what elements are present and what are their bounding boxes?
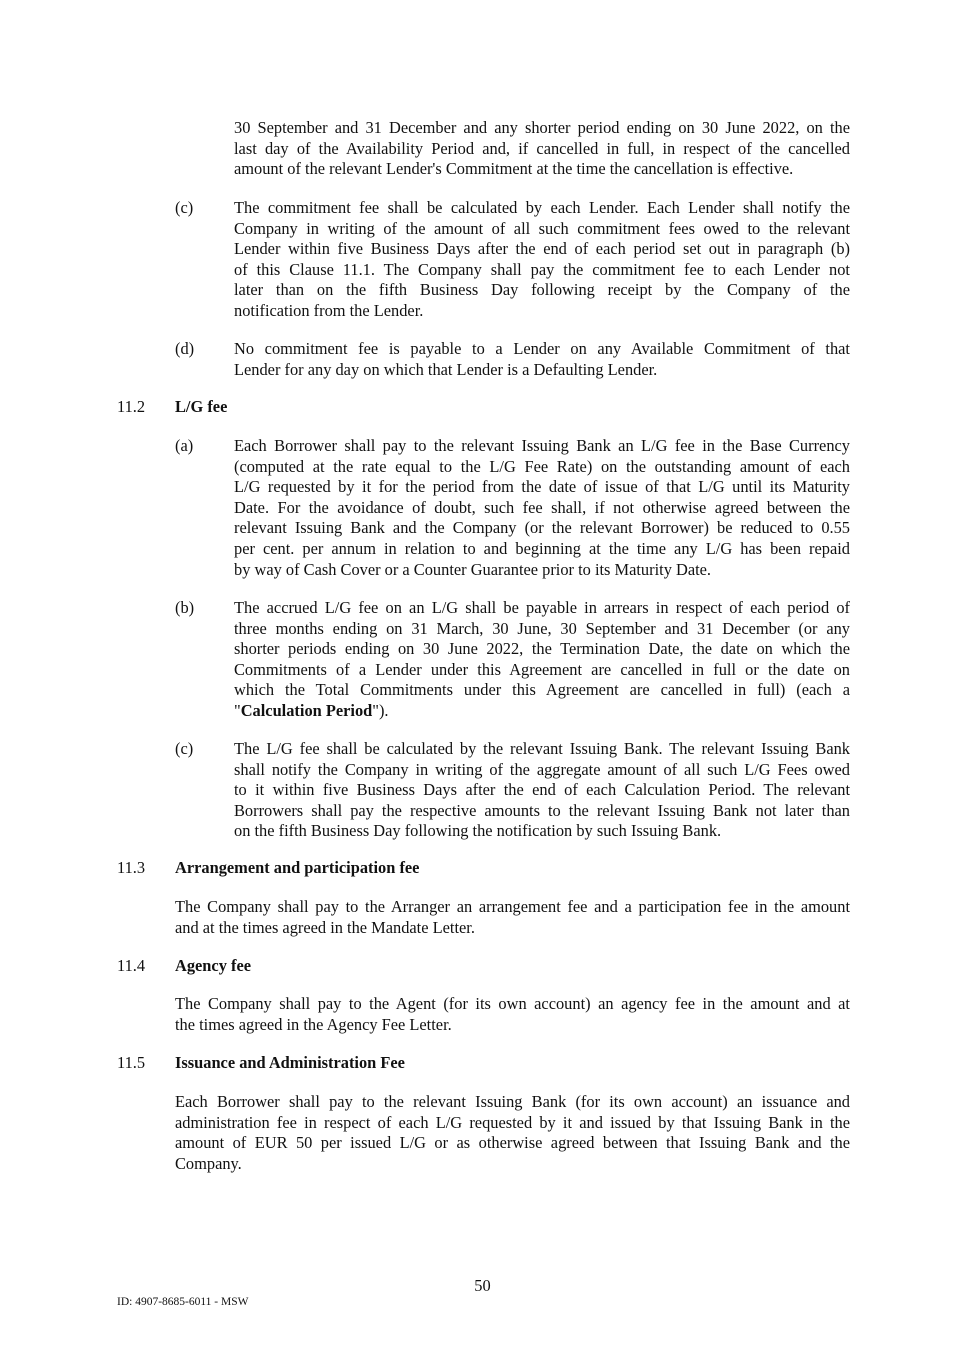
quote-close: "). (372, 700, 389, 720)
text-line: per cent. per annum in relation to and beginning at the time any L/G has been repaid (234, 538, 850, 558)
text-line: The Company shall pay to the Agent (for its own account) an agency fee in the amount and at (175, 994, 850, 1013)
clause-number: 11.4 (117, 956, 146, 975)
clause-11-2-b-text (234, 598, 850, 722)
clause-11-4-text (175, 994, 850, 1035)
quote-open: " (234, 700, 241, 720)
text-line: Each Borrower shall pay to the relevant Issuing Bank an L/G fee in the Base Currency (234, 436, 850, 455)
text-line: Each Borrower shall pay to the relevant Issuing Bank (for its own account) an issuance and (175, 1092, 850, 1111)
clause-11-2-c-text (234, 739, 850, 842)
clause-number: 11.3 (117, 858, 146, 877)
text-line: The Company shall pay to the Arranger an arrangement fee and a participation fee in the amount (175, 897, 850, 916)
clause-11-3-text (175, 897, 850, 938)
text-line: Date. For the avoidance of doubt, such fee shall, if not otherwise agreed between the (234, 497, 850, 517)
text-line: The commitment fee shall be calculated by each Lender. Each Lender shall notify the (234, 198, 850, 217)
text-line: three months ending on 31 March, 30 June, 30 September and 31 December (or any (234, 618, 850, 638)
clause-number: 11.2 (117, 397, 146, 416)
paragraph-label: (a) (175, 436, 194, 455)
text-line: Lender within five Business Days after the end of each period set out in paragraph (b) (234, 239, 850, 259)
text-line: 30 September and 31 December and any shorter period ending on 30 June 2022, on the (234, 118, 850, 137)
clause-11-1-b-continuation (234, 118, 850, 180)
clause-number: 11.5 (117, 1053, 146, 1072)
text-line: on the fifth Business Day following the notification by such Issuing Bank. (234, 821, 722, 841)
text-line: No commitment fee is payable to a Lender on any Available Commitment of that (234, 339, 850, 358)
clause-11-2-a-text (234, 436, 850, 580)
text-line: of this Clause 11.1. The Company shall pay the commitment fee to each Lender not (234, 259, 850, 279)
page-number: 50 (474, 1276, 491, 1295)
text-line: relevant Issuing Bank and the Company (or the relevant Borrower) be reduced to 0.55 (234, 518, 850, 538)
text-line: shall notify the Company in writing of the aggregate amount of all such L/G Fees owed (234, 759, 850, 779)
clause-heading: Agency fee (175, 956, 251, 975)
paragraph-label: (c) (175, 198, 194, 217)
text-line: which the Total Commitments under this Agreement are cancelled in full) (each a (234, 680, 850, 700)
text-line: last day of the Availability Period and, if cancelled in full, in respect of the cancelled (234, 138, 850, 158)
text-line: (computed at the rate equal to the L/G Fee Rate) on the outstanding amount of each (234, 456, 850, 476)
text-line: The accrued L/G fee on an L/G shall be payable in arrears in respect of each period of (234, 598, 850, 617)
clause-11-5-text (175, 1092, 850, 1174)
text-line: L/G requested by it for the period from the date of issue of that L/G until its Maturity (234, 477, 850, 497)
text-line: administration fee in respect of each L/G requested by it and issued by that Issuing Bank in the (175, 1112, 850, 1132)
text-line: Lender for any day on which that Lender is a Defaulting Lender. (234, 359, 658, 379)
text-line (234, 701, 850, 722)
text-line: to it within five Business Days after the end of each Calculation Period. The relevant (234, 780, 850, 800)
text-line: by way of Cash Cover or a Counter Guarantee prior to its Maturity Date. (234, 559, 712, 579)
text-line: Commitments of a Lender under this Agreement are cancelled in full or the date on (234, 659, 850, 679)
defined-term: Calculation Period (240, 700, 373, 720)
document-id: ID: 4907-8685-6011 - MSW (117, 1296, 249, 1308)
text-line: and at the times agreed in the Mandate Letter. (175, 917, 475, 937)
paragraph-label: (c) (175, 739, 194, 758)
text-line: shorter periods ending on 30 June 2022, the Termination Date, the date on which the (234, 639, 850, 659)
clause-heading: Issuance and Administration Fee (175, 1053, 405, 1072)
text-line: amount of EUR 50 per issued L/G or as otherwise agreed between that Issuing Bank and the (175, 1133, 850, 1153)
clause-11-1-c-text (234, 198, 850, 322)
paragraph-label: (d) (175, 339, 195, 358)
text-line: The L/G fee shall be calculated by the relevant Issuing Bank. The relevant Issuing Bank (234, 739, 850, 758)
text-line: Borrowers shall pay the respective amounts to the relevant Issuing Bank not later than (234, 800, 850, 820)
paragraph-label: (b) (175, 598, 195, 617)
text-line: the times agreed in the Agency Fee Letter. (175, 1014, 452, 1034)
text-line: Company in writing of the amount of all such commitment fees owed to the relevant (234, 218, 850, 238)
text-line: amount of the relevant Lender's Commitment at the time the cancellation is effective. (234, 159, 794, 179)
clause-11-1-d-text (234, 339, 850, 380)
text-line: Company. (175, 1153, 242, 1173)
clause-heading: L/G fee (175, 397, 228, 416)
clause-heading: Arrangement and participation fee (175, 858, 420, 877)
text-line: notification from the Lender. (234, 300, 424, 320)
text-line: later than on the fifth Business Day following receipt by the Company of the (234, 280, 850, 300)
